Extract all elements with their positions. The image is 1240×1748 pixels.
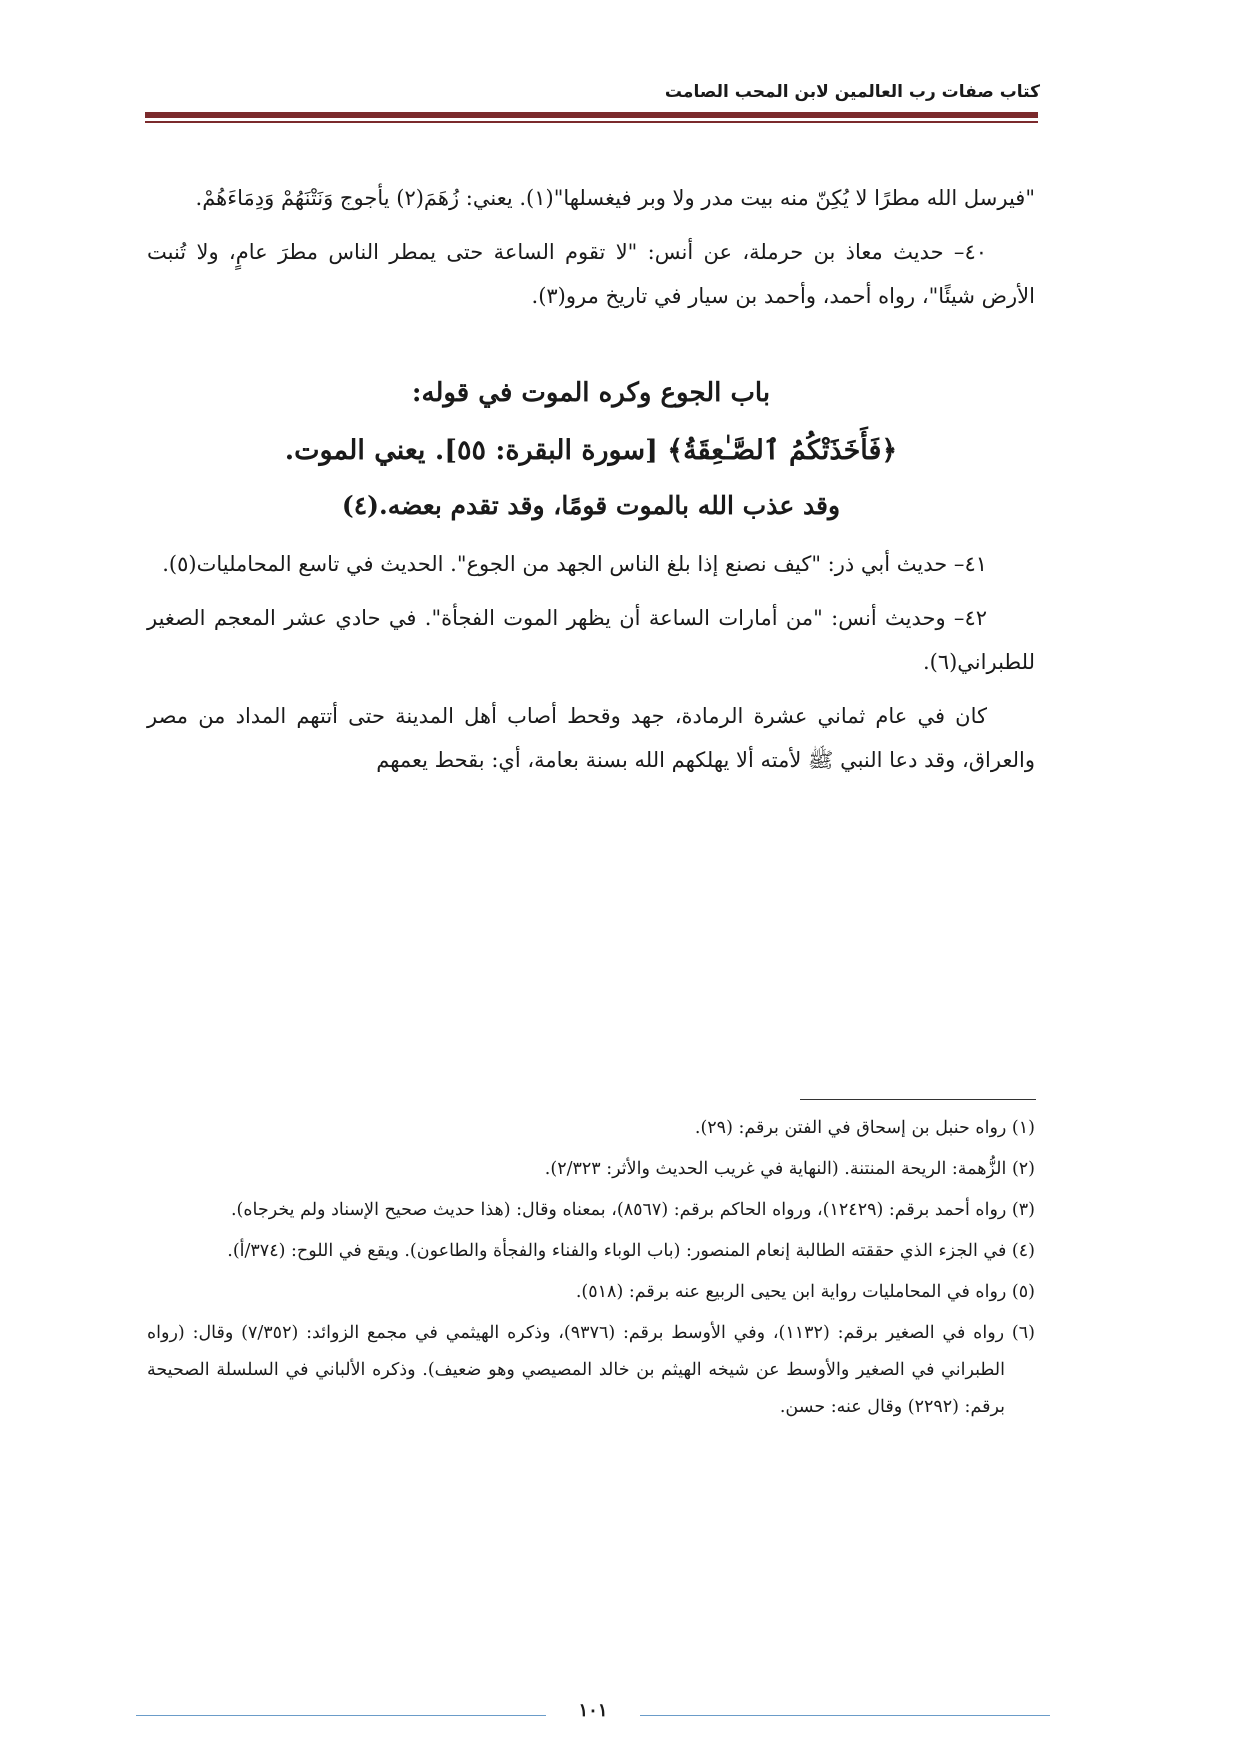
paragraph: "فيرسل الله مطرًا لا يُكِنّ منه بيت مدر ولا وبر فيغسلها"(١). يعني: زُهَمَ(٢) يأجوج وَنَتْنَهُمْ وَدِمَاءَهُمْ. (195, 186, 1035, 210)
footnote-4: (٤) في الجزء الذي حققته الطالبة إنعام المنصور: (باب الوباء والفناء والفجأة والطاعون). ويقع في اللوح: (٣٧٤/أ). (227, 1241, 1035, 1261)
page-number: ١٠١ (578, 1700, 608, 1721)
footnote-separator (800, 1099, 1036, 1100)
header-rule-thick (145, 112, 1038, 118)
chapter-subheading: وقد عذب الله بالموت قومًا، وقد تقدم بعضه.(٤) (341, 491, 841, 520)
hadith-42: ٤٢– وحديث أنس: "من أمارات الساعة أن يظهر الموت الفجأة". في حادي عشر المعجم الصغير للطبراني(٦). (147, 606, 1035, 674)
footnotes (147, 1110, 1035, 1430)
footnote-1: (١) رواه حنبل بن إسحاق في الفتن برقم: (٢٩). (694, 1118, 1035, 1138)
hadith-40: ٤٠– حديث معاذ بن حرملة، عن أنس: "لا تقوم الساعة حتى يمطر الناس مطرَ عامٍ، ولا تُنبت الأرض شيئًا"، رواه أحمد، وأحمد بن سيار في تاريخ مرو(٣). (147, 240, 1035, 308)
footer-rule-left (136, 1715, 546, 1716)
main-text (147, 176, 1035, 782)
quran-verse-heading: ﴿فَأَخَذَتْكُمُ ٱلصَّـٰعِقَةُ﴾ [سورة البقرة: ٥٥]. يعني الموت. (284, 435, 898, 466)
footer-rule-right (640, 1715, 1050, 1716)
header-rule-thin (145, 121, 1038, 123)
hadith-41: ٤١– حديث أبي ذر: "كيف نصنع إذا بلغ الناس الجهد من الجوع". الحديث في تاسع المحامليات(٥). (162, 552, 987, 576)
footnote-5: (٥) رواه في المحامليات رواية ابن يحيى الربيع عنه برقم: (٥١٨). (575, 1282, 1035, 1302)
paragraph: كان في عام ثماني عشرة الرمادة، جهد وقحط أصاب أهل المدينة حتى أتتهم المداد من مصر والعراق، وقد دعا النبي ﷺ لأمته ألا يهلكهم الله بسنة بعامة، أي: بقحط يعمهم (147, 704, 1035, 772)
footnote-2: (٢) الزُّهمة: الريحة المنتنة. (النهاية في غريب الحديث والأثر: ٢/٣٢٣). (544, 1159, 1035, 1179)
footnote-6: (٦) رواه في الصغير برقم: (١١٣٢)، وفي الأوسط برقم: (٩٣٧٦)، وذكره الهيثمي في مجمع الزوائد: (٧/٣٥٢) وقال: (رواه الطبراني في الصغير والأوسط عن شيخه الهيثم بن خالد المصيصي وهو ضعيف). وذكره الألباني في السلسلة الصحيحة برقم: (٢٢٩٢) وقال عنه: حسن. (147, 1323, 1035, 1417)
chapter-heading: باب الجوع وكره الموت في قوله: (411, 378, 771, 408)
footnote-3: (٣) رواه أحمد برقم: (١٢٤٢٩)، ورواه الحاكم برقم: (٨٥٦٧)، بمعناه وقال: (هذا حديث صحيح الإسناد ولم يخرجاه). (230, 1200, 1035, 1220)
running-title: كتاب صفات رب العالمين لابن المحب الصامت (664, 82, 1040, 102)
